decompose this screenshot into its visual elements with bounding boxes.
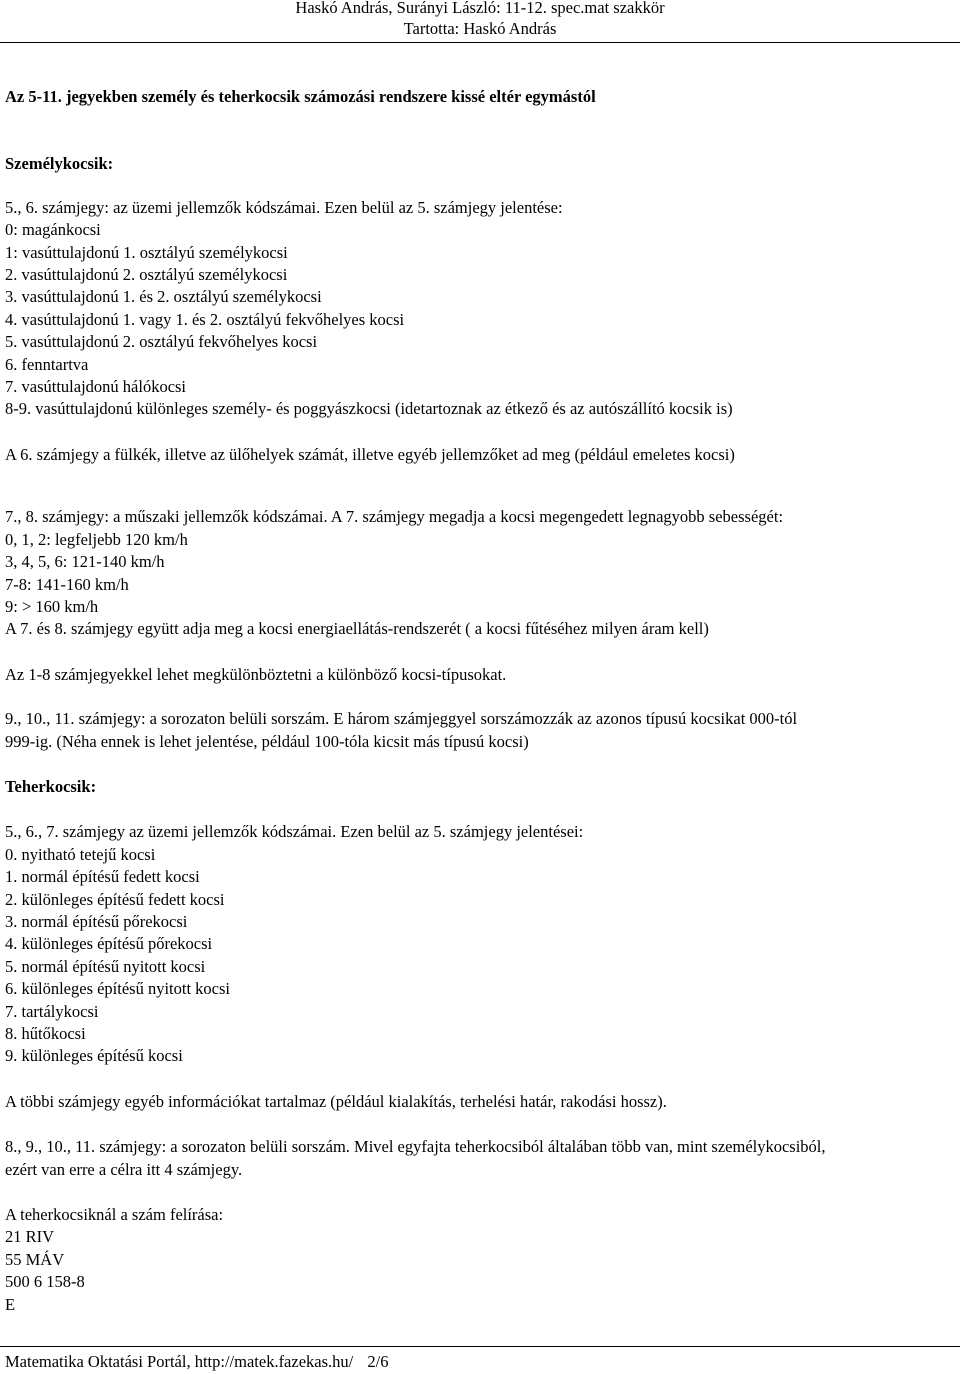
personal-line: 6. fenntartva bbox=[5, 354, 89, 374]
tech-line: 7., 8. számjegy: a műszaki jellemzők kódszámai. A 7. számjegy megadja a kocsi megengedett legnagyobb sebességét: bbox=[5, 507, 784, 527]
tech-list bbox=[5, 506, 955, 640]
freight-line: 5., 6., 7. számjegy az üzemi jellemzők kódszámai. Ezen belül az 5. számjegy jelentései: bbox=[5, 822, 584, 842]
footer-page-number: 2/6 bbox=[367, 1352, 389, 1371]
serial-line: 999-ig. (Néha ennek is lehet jelentése, például 100-tóla kicsit más típusú kocsi) bbox=[5, 731, 529, 751]
personal-heading: Személykocsik: bbox=[5, 154, 114, 174]
freight-heading: Teherkocsik: bbox=[5, 776, 97, 796]
freight-line: 7. tartálykocsi bbox=[5, 1001, 99, 1021]
freight-line: 1. normál építésű fedett kocsi bbox=[5, 867, 200, 887]
personal-line: 3. vasúttulajdonú 1. és 2. osztályú személykocsi bbox=[5, 287, 322, 307]
freight-line: 2. különleges építésű fedett kocsi bbox=[5, 889, 225, 909]
digit6-paragraph: A 6. számjegy a fülkék, illetve az ülőhelyek számát, illetve egyéb jellemzőket ad meg (például emeletes kocsi) bbox=[5, 444, 735, 464]
personal-line: 8-9. vasúttulajdonú különleges személy- és poggyászkocsi (idetartoznak az étkező és az autószállító kocsik is) bbox=[5, 399, 733, 419]
personal-line: 0: magánkocsi bbox=[5, 220, 101, 240]
page-footer bbox=[0, 1346, 960, 1373]
tech-line: 7-8: 141-160 km/h bbox=[5, 574, 129, 594]
header-authors: Haskó András, Surányi László: 11-12. spec.mat szakkör bbox=[295, 0, 665, 17]
intro-heading: Az 5-11. jegyekben személy és teherkocsik számozási rendszere kissé eltér egymástól bbox=[5, 87, 596, 106]
personal-line: 4. vasúttulajdonú 1. vagy 1. és 2. osztályú fekvőhelyes kocsi bbox=[5, 309, 405, 329]
notation-line: 500 6 158-8 bbox=[5, 1272, 85, 1292]
notation-line: 21 RIV bbox=[5, 1227, 55, 1247]
notation-line: A teherkocsiknál a szám felírása: bbox=[5, 1205, 224, 1225]
document-body bbox=[5, 86, 955, 1316]
freight-serial-line: ezért van erre a célra itt 4 számjegy. bbox=[5, 1159, 243, 1179]
tech-line: 9: > 160 km/h bbox=[5, 596, 99, 616]
personal-line: 5. vasúttulajdonú 2. osztályú fekvőhelyes kocsi bbox=[5, 332, 318, 352]
notation-line: E bbox=[5, 1294, 16, 1314]
personal-line: 1: vasúttulajdonú 1. osztályú személykocsi bbox=[5, 242, 288, 262]
freight-serial-paragraph bbox=[5, 1136, 955, 1181]
other-digits-paragraph: A többi számjegy egyéb információkat tartalmaz (például kialakítás, terhelési határ, rakodási hossz). bbox=[5, 1091, 667, 1111]
serial-line: 9., 10., 11. számjegy: a sorozaton belüli sorszám. E három számjeggyel sorszámozzák az azonos típusú kocsikat 000-tól bbox=[5, 709, 798, 729]
page-header bbox=[0, 0, 960, 43]
freight-list bbox=[5, 821, 955, 1067]
notation-example bbox=[5, 1204, 955, 1316]
personal-line: 2. vasúttulajdonú 2. osztályú személykocsi bbox=[5, 265, 288, 285]
footer-portal: Matematika Oktatási Portál, http://matek.fazekas.hu/ bbox=[5, 1352, 354, 1371]
freight-line: 0. nyitható tetejű kocsi bbox=[5, 844, 156, 864]
freight-serial-line: 8., 9., 10., 11. számjegy: a sorozaton belüli sorszám. Mivel egyfajta teherkocsiból általában több van, mint személykocsiból, bbox=[5, 1137, 826, 1157]
header-lecturer: Tartotta: Haskó András bbox=[403, 19, 557, 38]
personal-line: 5., 6. számjegy: az üzemi jellemzők kódszámai. Ezen belül az 5. számjegy jelentése: bbox=[5, 197, 563, 217]
personal-line: 7. vasúttulajdonú hálókocsi bbox=[5, 377, 187, 397]
freight-line: 8. hűtőkocsi bbox=[5, 1024, 86, 1043]
freight-line: 6. különleges építésű nyitott kocsi bbox=[5, 979, 231, 999]
freight-line: 5. normál építésű nyitott kocsi bbox=[5, 956, 206, 976]
freight-line: 4. különleges építésű pőrekocsi bbox=[5, 934, 213, 954]
tech-line: A 7. és 8. számjegy együtt adja meg a kocsi energiaellátás-rendszerét ( a kocsi fűtéséhez milyen áram kell) bbox=[5, 619, 709, 639]
freight-line: 9. különleges építésű kocsi bbox=[5, 1046, 183, 1066]
distinguish-paragraph: Az 1-8 számjegyekkel lehet megkülönböztetni a különböző kocsi-típusokat. bbox=[5, 664, 507, 684]
personal-list bbox=[5, 197, 955, 421]
tech-line: 3, 4, 5, 6: 121-140 km/h bbox=[5, 552, 165, 572]
tech-line: 0, 1, 2: legfeljebb 120 km/h bbox=[5, 529, 188, 549]
notation-line: 55 MÁV bbox=[5, 1249, 65, 1269]
freight-line: 3. normál építésű pőrekocsi bbox=[5, 911, 188, 931]
serial-paragraph bbox=[5, 708, 955, 753]
